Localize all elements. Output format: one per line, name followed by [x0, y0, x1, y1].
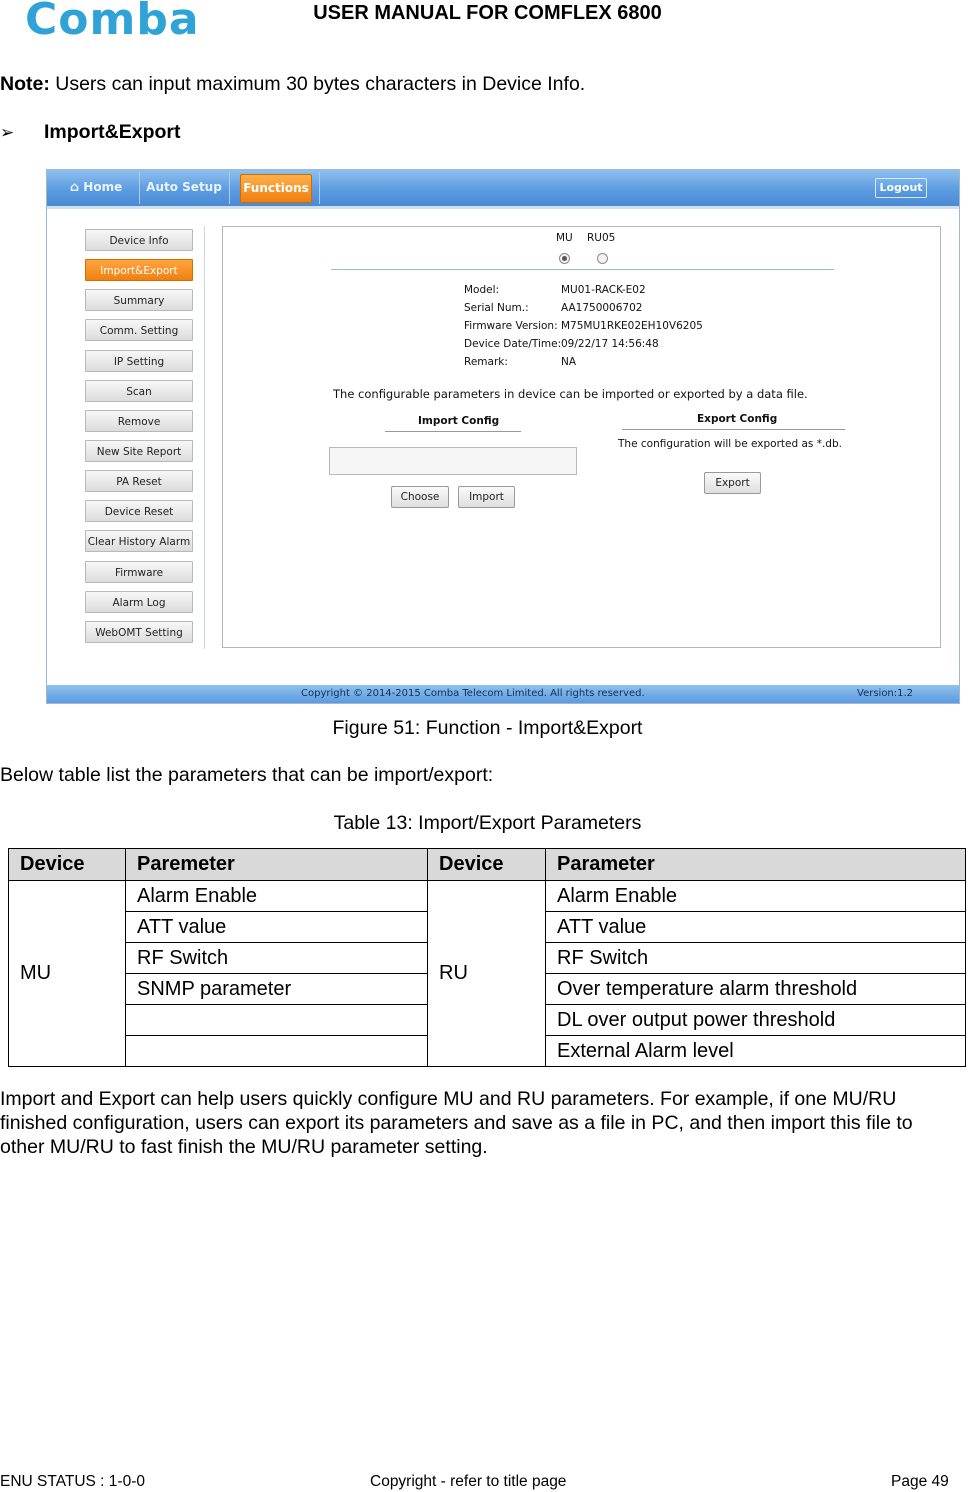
model-value: MU01-RACK-E02	[561, 284, 646, 296]
document-title: USER MANUAL FOR COMFLEX 6800	[313, 2, 662, 24]
nav-home[interactable]	[65, 174, 127, 201]
nav-separator	[319, 172, 320, 204]
sidebar-item-import-export[interactable]: Import&Export	[85, 259, 193, 281]
table-row	[9, 881, 966, 912]
section-title: Import&Export	[44, 121, 181, 143]
sidebar-item-device-info[interactable]: Device Info	[85, 229, 193, 251]
mu-param-cell: RF Switch	[126, 943, 428, 974]
footer-page-number: Page 49	[891, 1473, 949, 1490]
closing-line-1: Import and Export can help users quickly configure MU and RU parameters. For example, if one MU/RU	[0, 1088, 897, 1110]
description-text: The configurable parameters in device can be imported or exported by a data file.	[333, 387, 808, 401]
closing-line-2: finished configuration, users can export its parameters and save as a file in PC, and then import this file to	[0, 1112, 913, 1134]
figure-caption: Figure 51: Function - Import&Export	[332, 717, 643, 739]
header-device-1: Device	[9, 849, 126, 881]
nav-separator	[229, 172, 230, 204]
import-file-field[interactable]	[329, 447, 577, 475]
remark-label: Remark:	[464, 356, 508, 368]
radio-ru[interactable]	[597, 253, 608, 264]
nav-functions[interactable]: Functions	[240, 174, 312, 203]
bullet-arrow-icon: ➢	[0, 123, 15, 143]
sidebar-item-new-site-report[interactable]: New Site Report	[85, 440, 193, 462]
datetime-label: Device Date/Time:	[464, 338, 562, 350]
datetime-value: 09/22/17 14:56:48	[561, 338, 659, 350]
webomt-screenshot	[46, 169, 960, 704]
import-button[interactable]: Import	[458, 486, 515, 508]
nav-separator	[139, 172, 140, 204]
mu-param-cell: SNMP parameter	[126, 974, 428, 1005]
parameters-table	[8, 848, 966, 1067]
table-caption: Table 13: Import/Export Parameters	[333, 812, 642, 834]
divider	[331, 269, 834, 270]
ru-param-cell: Alarm Enable	[546, 881, 966, 912]
radio-mu[interactable]	[559, 253, 570, 264]
note-text: Users can input maximum 30 bytes characters in Device Info.	[49, 73, 586, 95]
intro-text: Below table list the parameters that can be import/export:	[0, 764, 494, 786]
sidebar-item-clear-history-alarm[interactable]: Clear History Alarm	[85, 530, 193, 552]
import-export-panel	[222, 226, 941, 648]
ru-param-cell: ATT value	[546, 912, 966, 943]
export-divider	[622, 429, 845, 430]
ru-param-cell: RF Switch	[546, 943, 966, 974]
export-hint: The configuration will be exported as *.db.	[618, 438, 842, 450]
ru-param-cell: DL over output power threshold	[546, 1005, 966, 1036]
footer-copyright: Copyright © 2014-2015 Comba Telecom Limited. All rights reserved.	[301, 688, 645, 699]
sidebar-item-pa-reset[interactable]: PA Reset	[85, 470, 193, 492]
sidebar-item-firmware[interactable]: Firmware	[85, 561, 193, 583]
footer-bar	[47, 685, 959, 703]
closing-paragraph	[0, 1087, 975, 1159]
nav-auto-setup[interactable]: Auto Setup	[146, 180, 222, 194]
comba-logo: Comba	[25, 0, 200, 45]
sidebar-item-summary[interactable]: Summary	[85, 289, 193, 311]
section-heading	[0, 120, 181, 145]
header-parameter-2: Parameter	[546, 849, 966, 881]
note-paragraph	[0, 72, 585, 96]
model-label: Model:	[464, 284, 500, 296]
table-header-row	[9, 849, 966, 881]
export-button[interactable]: Export	[704, 472, 761, 494]
nav-home-label: Home	[83, 180, 123, 194]
mu-device-cell: MU	[9, 881, 126, 1067]
import-config-title: Import Config	[418, 415, 500, 427]
sidebar-item-remove[interactable]: Remove	[85, 410, 193, 432]
nav-shadow	[47, 206, 959, 209]
ru-device-cell: RU	[428, 881, 546, 1067]
mu-param-cell: ATT value	[126, 912, 428, 943]
top-nav-bar	[47, 170, 959, 206]
footer-version: Version:1.2	[857, 688, 914, 699]
sidebar-item-comm-setting[interactable]: Comm. Setting	[85, 319, 193, 341]
ru-param-cell: External Alarm level	[546, 1036, 966, 1067]
closing-line-3: other MU/RU to fast finish the MU/RU parameter setting.	[0, 1136, 488, 1158]
serial-value: AA1750006702	[561, 302, 643, 314]
sidebar-item-scan[interactable]: Scan	[85, 380, 193, 402]
sidebar-item-alarm-log[interactable]: Alarm Log	[85, 591, 193, 613]
serial-label: Serial Num.:	[464, 302, 529, 314]
sidebar-item-webomt-setting[interactable]: WebOMT Setting	[85, 621, 193, 643]
firmware-label: Firmware Version:	[464, 320, 558, 332]
export-config-title: Export Config	[697, 413, 778, 425]
mu-param-cell	[126, 1005, 428, 1036]
home-icon: ⌂	[69, 180, 80, 195]
remark-value: NA	[561, 356, 577, 368]
sidebar-item-device-reset[interactable]: Device Reset	[85, 500, 193, 522]
sidebar-item-ip-setting[interactable]: IP Setting	[85, 350, 193, 372]
import-divider	[385, 431, 521, 432]
mu-param-cell	[126, 1036, 428, 1067]
device-label-mu: MU	[556, 232, 573, 244]
header-parameter-1: Paremeter	[126, 849, 428, 881]
choose-button[interactable]: Choose	[391, 486, 449, 508]
footer-status: ENU STATUS : 1-0-0	[0, 1473, 145, 1490]
function-sidebar	[80, 226, 205, 649]
firmware-value: M75MU1RKE02EH10V6205	[561, 320, 703, 332]
header-device-2: Device	[428, 849, 546, 881]
logout-button[interactable]: Logout	[875, 178, 927, 198]
device-label-ru: RU05	[587, 232, 616, 244]
ru-param-cell: Over temperature alarm threshold	[546, 974, 966, 1005]
footer-copyright-note: Copyright - refer to title page	[370, 1473, 567, 1490]
mu-param-cell: Alarm Enable	[126, 881, 428, 912]
note-label: Note:	[0, 73, 50, 95]
